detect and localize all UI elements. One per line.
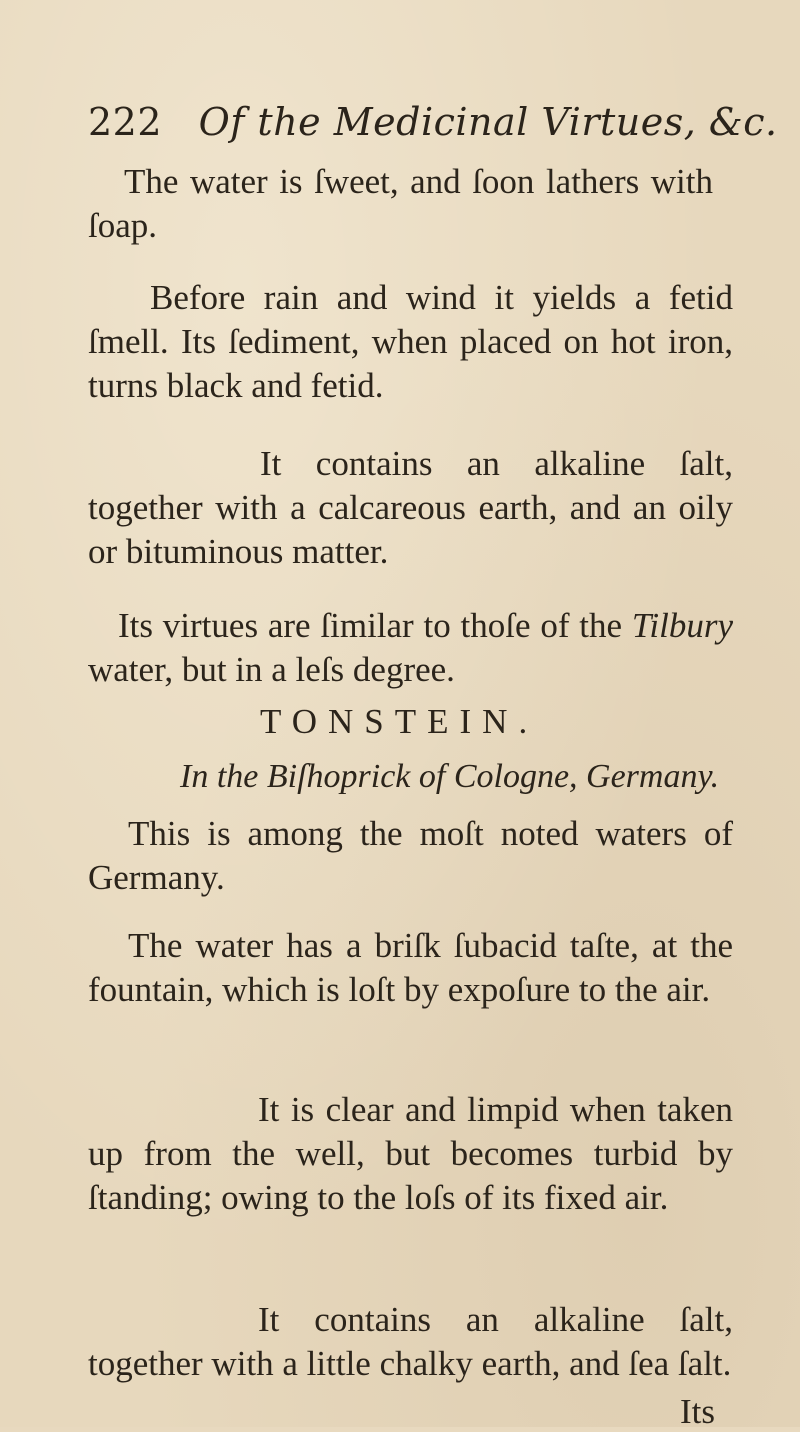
paragraph-noted-waters: This is among the moſt noted waters of Germany. [88,814,733,897]
section-subheading: In the Biſhoprick of Cologne, Germany. [180,758,720,795]
running-title: Of the Medicinal Virtues, &c. [198,100,778,144]
tilbury-text-before: Its virtues are ſimilar to thoſe of the [118,606,632,645]
paragraph-fetid-smell: Before rain and wind it yields a fetid ſmell. Its ſediment, when placed on hot iron, turns black and fetid. [88,278,733,405]
catchword: Its [680,1392,715,1431]
tilbury-italic: Tilbury [631,606,733,645]
paragraph-sweet-water: The water is ſweet, and ſoon lathers with ſoap. [88,162,713,245]
paragraph-tilbury-comparison [88,604,733,692]
page-number: 222 [88,100,163,144]
running-head [88,100,778,144]
paragraph-brisk-taste: The water has a briſk ſubacid taſte, at the fountain, which is loſt by expoſure to the air. [88,926,733,1009]
paragraph-alkaline-salt: It contains an alkaline ſalt, together with a calcareous earth, and an oily or bituminous matter. [88,444,733,571]
paragraph-chalky-earth: It contains an alkaline ſalt, together with a little chalky earth, and ſea ſalt. [88,1300,733,1383]
tilbury-text-after: water, but in a leſs degree. [88,650,455,689]
paragraph-clear-limpid: It is clear and limpid when taken up from the well, but becomes turbid by ſtanding; owing to the loſs of its fixed air. [88,1090,733,1217]
section-heading: TONSTEIN. [260,702,539,741]
